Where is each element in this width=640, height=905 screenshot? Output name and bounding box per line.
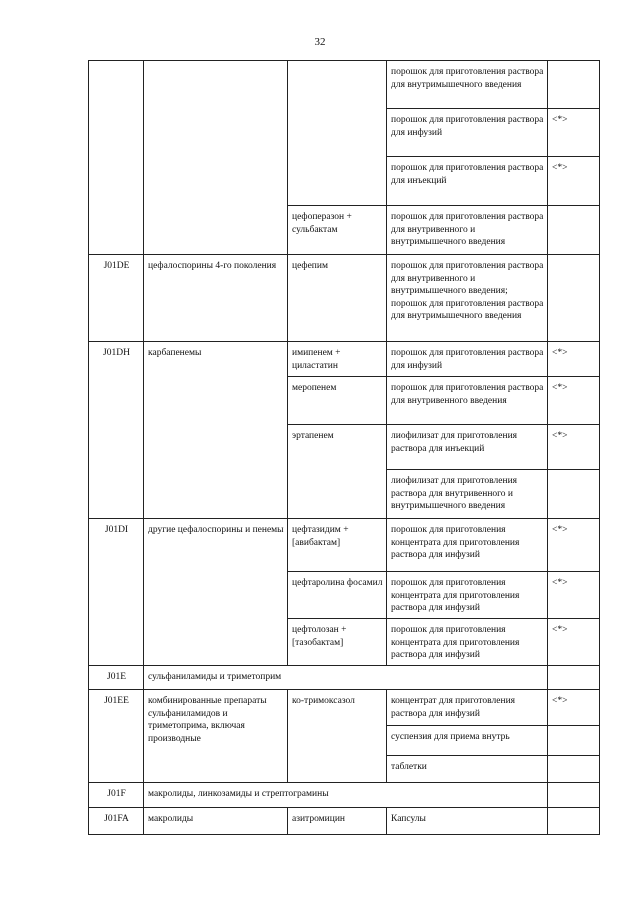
atc-code-cell: J01DE bbox=[89, 255, 144, 342]
note-cell bbox=[548, 666, 600, 690]
table-row bbox=[89, 666, 600, 690]
group-cell: цефалоспорины 4-го поколения bbox=[144, 255, 288, 342]
drug-cell: цефоперазон + сульбактам bbox=[288, 206, 387, 255]
dosage-form-cell: таблетки bbox=[387, 756, 548, 783]
dosage-form-cell: порошок для приготовления раствора для инфузий bbox=[387, 109, 548, 157]
atc-code-cell: J01DH bbox=[89, 342, 144, 519]
note-cell: <*> bbox=[548, 109, 600, 157]
note-cell bbox=[548, 470, 600, 519]
dosage-form-cell: порошок для приготовления раствора для внутривенного введения bbox=[387, 377, 548, 425]
note-cell: <*> bbox=[548, 157, 600, 206]
dosage-form-cell: порошок для приготовления раствора для инъекций bbox=[387, 157, 548, 206]
drug-cell: цефтазидим + [авибактам] bbox=[288, 519, 387, 572]
atc-code-cell: J01FA bbox=[89, 808, 144, 835]
dosage-form-cell: концентрат для приготовления раствора для инфузий bbox=[387, 690, 548, 726]
drug-list-table bbox=[88, 60, 600, 835]
group-cell: другие цефалоспорины и пенемы bbox=[144, 519, 288, 666]
note-cell bbox=[548, 756, 600, 783]
group-cell: комбинированные препараты сульфаниламидов и триметоприма, включая производные bbox=[144, 690, 288, 783]
note-cell: <*> bbox=[548, 342, 600, 377]
table-row bbox=[89, 519, 600, 572]
note-cell bbox=[548, 783, 600, 808]
drug-cell bbox=[288, 61, 387, 206]
group-cell: макролиды, линкозамиды и стрептограмины bbox=[144, 783, 548, 808]
note-cell: <*> bbox=[548, 619, 600, 666]
note-cell: <*> bbox=[548, 690, 600, 726]
atc-code-cell bbox=[89, 61, 144, 255]
note-cell: <*> bbox=[548, 519, 600, 572]
group-cell: карбапенемы bbox=[144, 342, 288, 519]
table-row bbox=[89, 61, 600, 109]
atc-code-cell: J01EE bbox=[89, 690, 144, 783]
atc-code-cell: J01E bbox=[89, 666, 144, 690]
page-number: 32 bbox=[314, 36, 326, 48]
group-cell bbox=[144, 61, 288, 255]
table-row bbox=[89, 808, 600, 835]
dosage-form-cell: порошок для приготовления концентрата для приготовления раствора для инфузий bbox=[387, 519, 548, 572]
dosage-form-cell: суспензия для приема внутрь bbox=[387, 726, 548, 756]
dosage-form-cell: Капсулы bbox=[387, 808, 548, 835]
note-cell bbox=[548, 726, 600, 756]
group-cell: сульфаниламиды и триметоприм bbox=[144, 666, 548, 690]
table-row bbox=[89, 690, 600, 726]
dosage-form-cell: порошок для приготовления концентрата для приготовления раствора для инфузий bbox=[387, 572, 548, 619]
drug-cell: цефтолозан + [тазобактам] bbox=[288, 619, 387, 666]
dosage-form-cell: порошок для приготовления раствора для внутримышечного введения bbox=[387, 61, 548, 109]
table-row bbox=[89, 783, 600, 808]
dosage-form-cell: лиофилизат для приготовления раствора для внутривенного и внутримышечного введения bbox=[387, 470, 548, 519]
group-cell: макролиды bbox=[144, 808, 288, 835]
dosage-form-cell: лиофилизат для приготовления раствора для инъекций bbox=[387, 425, 548, 470]
table-row bbox=[89, 255, 600, 342]
note-cell: <*> bbox=[548, 377, 600, 425]
note-cell bbox=[548, 808, 600, 835]
table-row bbox=[89, 342, 600, 377]
dosage-form-cell: порошок для приготовления раствора для внутривенного и внутримышечного введения; порошок для приготовления раствора для внутримышечного введения bbox=[387, 255, 548, 342]
dosage-form-cell: порошок для приготовления концентрата для приготовления раствора для инфузий bbox=[387, 619, 548, 666]
drug-cell: меропенем bbox=[288, 377, 387, 425]
drug-cell: азитромицин bbox=[288, 808, 387, 835]
note-cell: <*> bbox=[548, 425, 600, 470]
drug-cell: цефепим bbox=[288, 255, 387, 342]
note-cell bbox=[548, 206, 600, 255]
drug-cell: ко-тримоксазол bbox=[288, 690, 387, 783]
dosage-form-cell: порошок для приготовления раствора для инфузий bbox=[387, 342, 548, 377]
atc-code-cell: J01F bbox=[89, 783, 144, 808]
note-cell bbox=[548, 61, 600, 109]
drug-cell: эртапенем bbox=[288, 425, 387, 519]
drug-cell: цефтаролина фосамил bbox=[288, 572, 387, 619]
dosage-form-cell: порошок для приготовления раствора для внутривенного и внутримышечного введения bbox=[387, 206, 548, 255]
note-cell: <*> bbox=[548, 572, 600, 619]
drug-cell: имипенем + циластатин bbox=[288, 342, 387, 377]
note-cell bbox=[548, 255, 600, 342]
atc-code-cell: J01DI bbox=[89, 519, 144, 666]
